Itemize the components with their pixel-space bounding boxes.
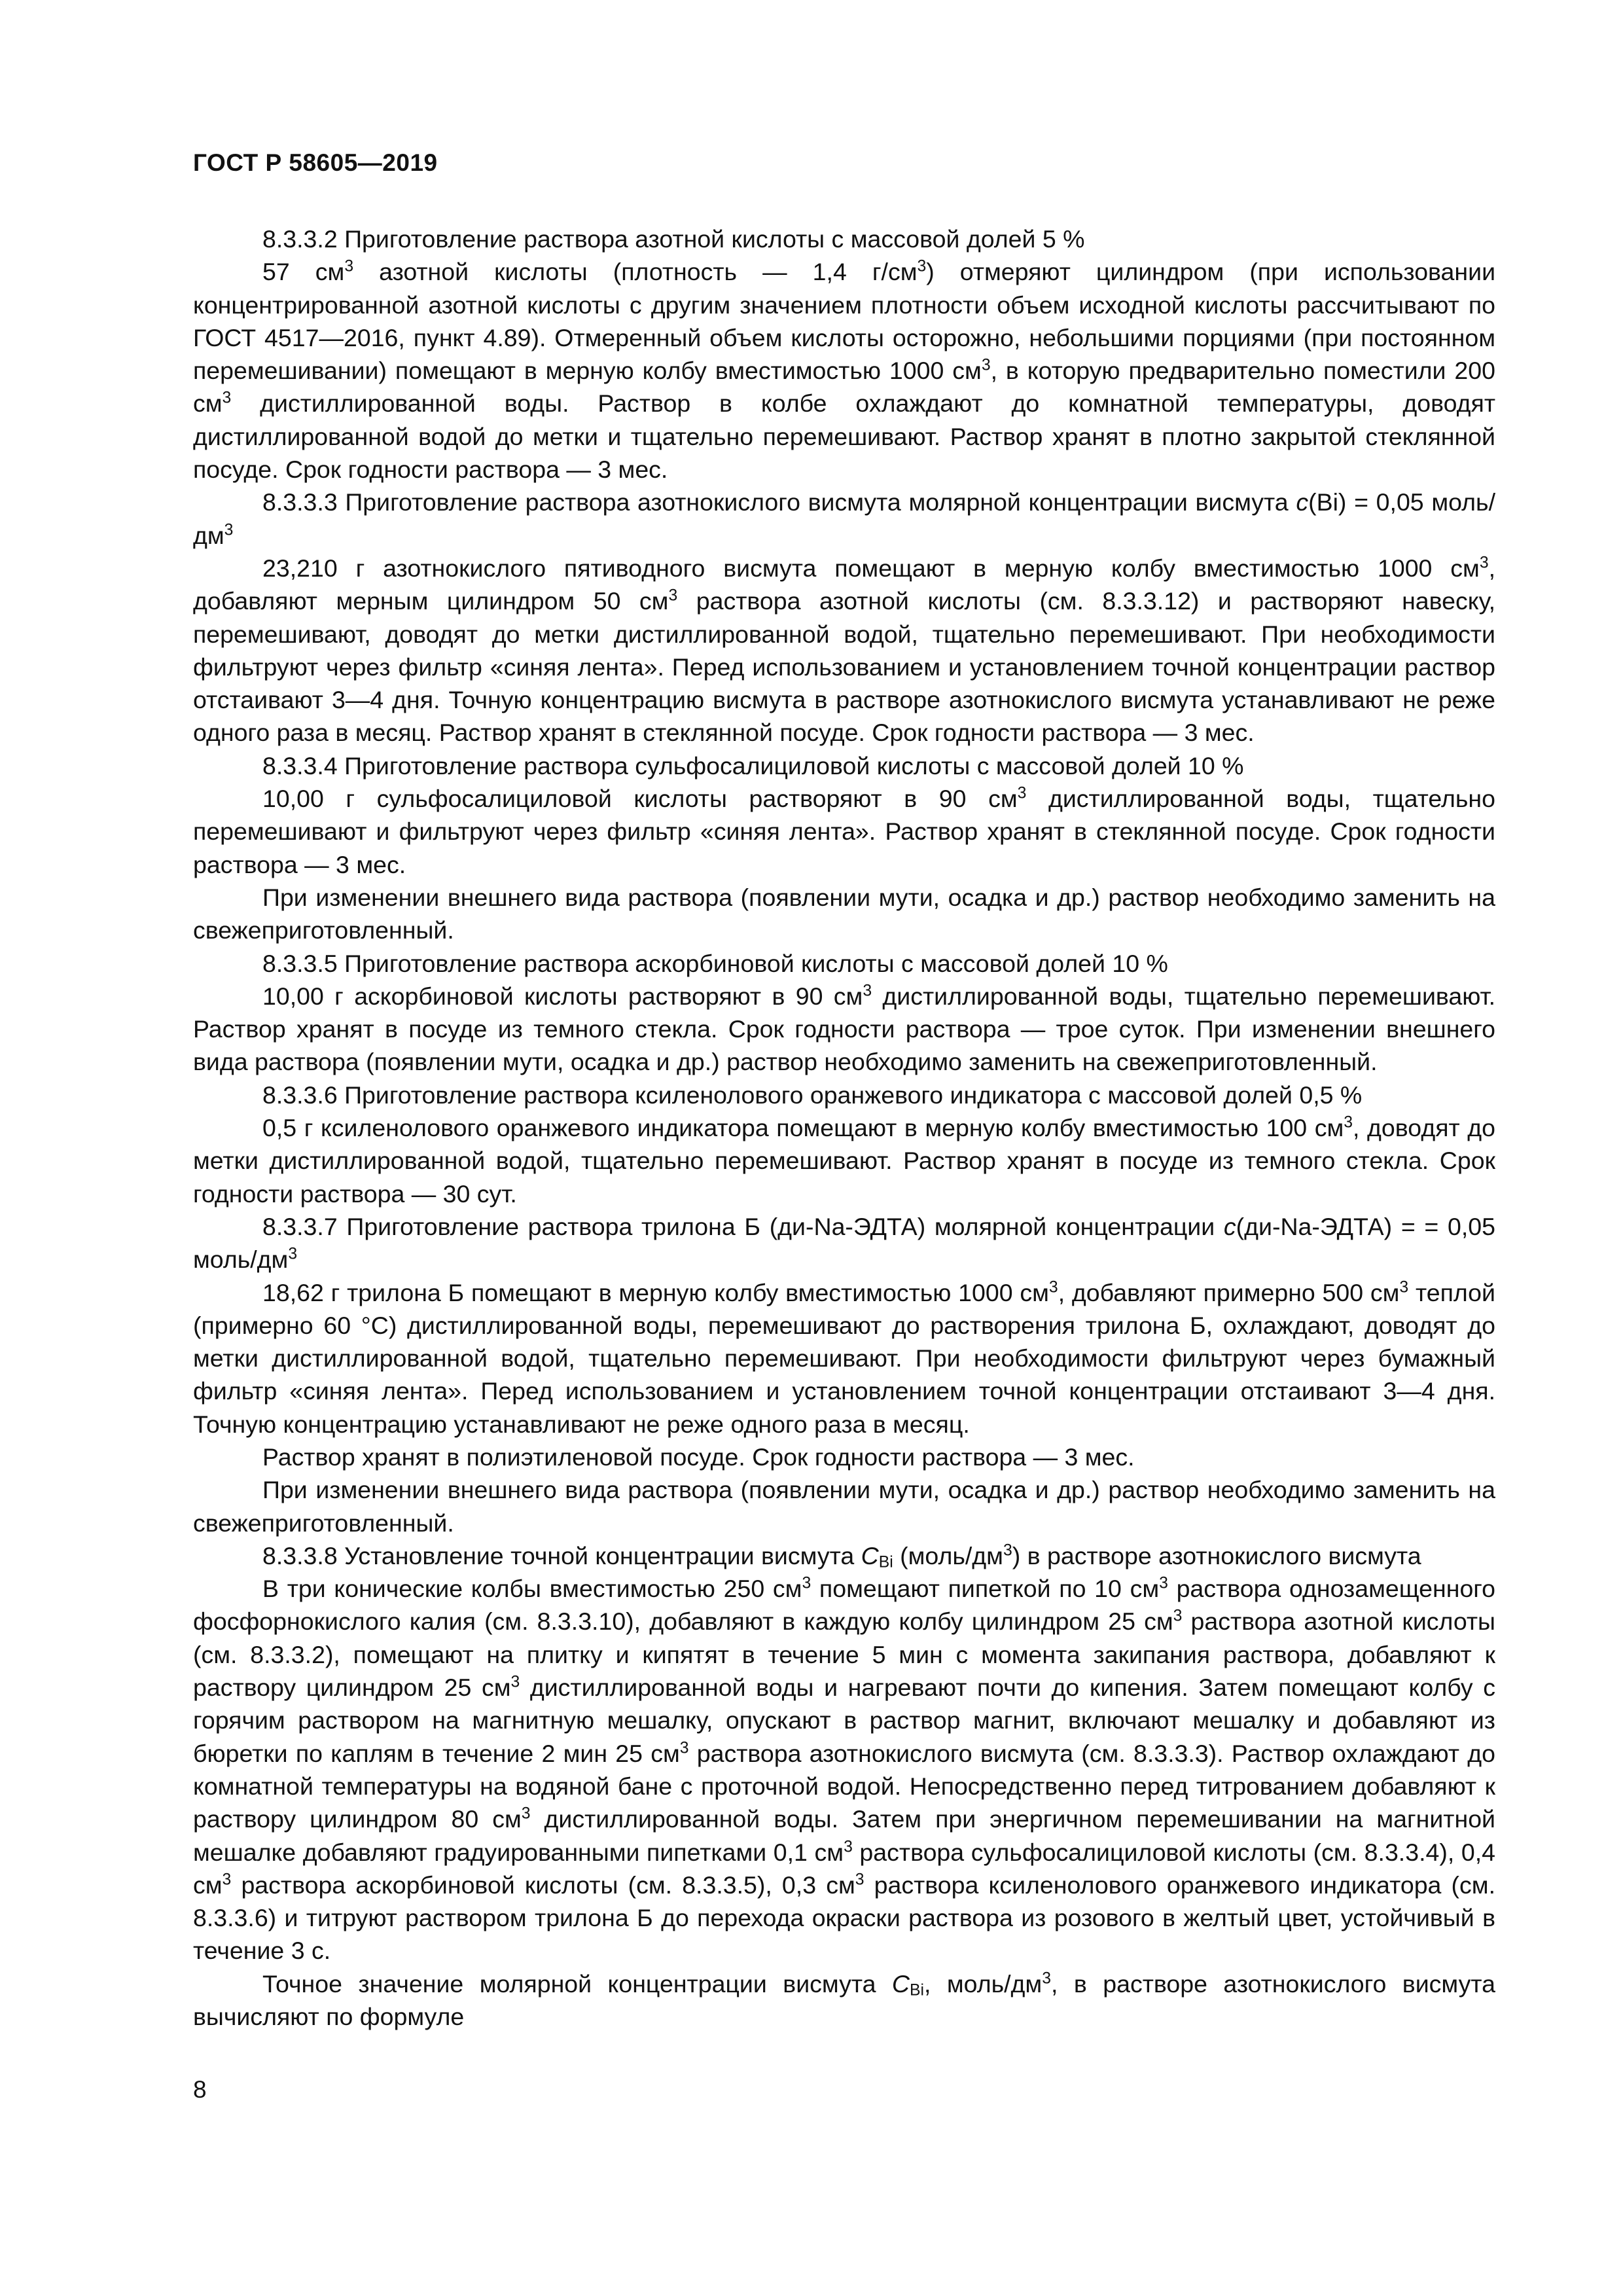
text-run: Раствор хранят в полиэтиленовой посуде. Срок годности раствора — 3 мес. xyxy=(262,1443,1135,1471)
text-run: раствора однозамещенного фосфорнокислого калия (см. 8.3.3.10), добавляют в каждую колбу цилиндром 25 см xyxy=(193,1575,1496,1636)
text-run: (Bi) = 0,05 моль/дм xyxy=(193,488,1495,549)
superscript: 3 xyxy=(981,356,991,374)
paragraph xyxy=(193,1967,1495,2034)
superscript: 3 xyxy=(222,389,232,407)
superscript: 3 xyxy=(802,1574,812,1592)
paragraph xyxy=(193,1079,1495,1111)
text-run: 0,5 г ксиленолового оранжевого индикатора помещают в мерную колбу вместимостью 100 см xyxy=(262,1114,1344,1142)
italic-symbol: с xyxy=(1223,1212,1236,1240)
text-run: 8.3.3.3 Приготовление раствора азотнокислого висмута молярной концентрации висмута xyxy=(262,488,1296,516)
superscript: 3 xyxy=(917,257,927,276)
superscript: 3 xyxy=(855,1871,865,1889)
superscript: 3 xyxy=(1048,1278,1058,1296)
text-run: раствора азотной кислоты (см. 8.3.3.12) и растворяют навеску, перемешивают, доводят до метки дистиллированной водой, тщательно перемешивают. При необходимости фильтруют через фильтр «синяя лента». Перед использованием и установлением точной концентрации раствор отстаивают 3—4 дня. Точную концентрацию висмута в растворе азотнокислого висмута устанавливают не реже одного раза в месяц. Раствор хранят в стеклянной посуде. Срок годности раствора — 3 мес. xyxy=(193,587,1495,747)
superscript: 3 xyxy=(668,586,678,605)
paragraph xyxy=(193,947,1495,980)
text-run: дистиллированной воды, тщательно перемешивают. Раствор хранят в посуде из темного стекла. Срок годности раствора — трое суток. При изменении внешнего вида раствора (появлении мути, осадка и др.) раствор необходимо заменить на свежеприготовленный. xyxy=(193,982,1495,1076)
superscript: 3 xyxy=(1173,1607,1183,1625)
paragraph xyxy=(193,552,1495,749)
superscript: 3 xyxy=(1017,784,1027,802)
italic-symbol: С xyxy=(891,1969,910,1998)
superscript: 3 xyxy=(510,1673,520,1691)
italic-symbol: С xyxy=(861,1541,879,1570)
superscript: 3 xyxy=(1159,1574,1168,1592)
text-run: ) в растворе азотнокислого висмута xyxy=(1012,1541,1421,1570)
text-run: 8.3.3.8 Установление точной концентрации висмута xyxy=(262,1541,861,1570)
text-run: 8.3.3.5 Приготовление раствора аскорбиновой кислоты с массовой долей 10 % xyxy=(262,949,1168,977)
paragraph xyxy=(193,1473,1495,1539)
document-code: ГОСТ Р 58605—2019 xyxy=(193,149,438,176)
paragraph xyxy=(193,1276,1495,1441)
superscript: 3 xyxy=(1399,1278,1409,1296)
text-run: 10,00 г аскорбиновой кислоты растворяют в 90 см xyxy=(262,982,863,1010)
superscript: 3 xyxy=(288,1245,298,1263)
text-run: дистиллированной воды, тщательно перемешивают и фильтруют через фильтр «синяя лента». Раствор хранят в стеклянной посуде. Срок годности раствора — 3 мес. xyxy=(193,785,1495,878)
paragraph xyxy=(193,782,1495,881)
subscript: Bi xyxy=(878,1553,893,1571)
paragraph xyxy=(193,749,1495,782)
superscript: 3 xyxy=(844,1837,853,1856)
subscript: Bi xyxy=(910,1981,925,2000)
text-run: раствора азотной кислоты (см. 8.3.3.2), помещают на плитку и кипятят в течение 5 мин с момента закипания раствора, добавляют к раствору цилиндром 25 см xyxy=(193,1607,1496,1702)
text-run: Точное значение молярной концентрации висмута xyxy=(262,1969,892,1998)
text-run: дистиллированной воды. Затем при энергичном перемешивании на магнитной мешалке добавляют градуированными пипетками 0,1 см xyxy=(193,1805,1495,1866)
text-run: , в растворе азотнокислого висмута вычисляют по формуле xyxy=(193,1969,1495,2031)
text-run: , добавляют примерно 500 см xyxy=(1058,1278,1400,1306)
paragraph xyxy=(193,223,1495,255)
superscript: 3 xyxy=(344,257,354,276)
superscript: 3 xyxy=(1344,1113,1353,1132)
paragraph xyxy=(193,881,1495,947)
page-number: 8 xyxy=(193,2076,207,2103)
text-run: 8.3.3.2 Приготовление раствора азотной кислоты с массовой долей 5 % xyxy=(262,225,1085,253)
paragraph xyxy=(193,255,1495,486)
text-run: раствора ксиленолового оранжевого индикатора (см. 8.3.3.6) и титруют раствором трилона Б до перехода окраски раствора из розового в желтый цвет, устойчивый в течение 3 с. xyxy=(193,1871,1495,1965)
text-run: (ди-Na-ЭДТА) = = 0,05 моль/дм xyxy=(193,1212,1495,1274)
paragraph xyxy=(193,486,1495,552)
paragraph xyxy=(193,1539,1495,1572)
superscript: 3 xyxy=(1479,554,1489,572)
text-run: 23,210 г азотнокислого пятиводного висмута помещают в мерную колбу вместимостью 1000 см xyxy=(262,554,1480,582)
superscript: 3 xyxy=(224,521,234,539)
superscript: 3 xyxy=(679,1739,689,1757)
text-run: 8.3.3.6 Приготовление раствора ксиленолового оранжевого индикатора с массовой долей 0,5 % xyxy=(262,1081,1363,1109)
superscript: 3 xyxy=(1003,1541,1012,1560)
paragraph xyxy=(193,980,1495,1079)
text-run: дистиллированной воды и нагревают почти до кипения. Затем помещают колбу с горячим раствором на магнитную мешалку, опускают в раствор магнит, включают мешалку и добавляют из бюретки по каплям в течение 2 мин 25 см xyxy=(193,1674,1495,1767)
text-run: , моль/дм xyxy=(924,1969,1043,1998)
paragraph xyxy=(193,1111,1495,1210)
text-run: ) отмеряют цилиндром (при использовании концентрированной азотной кислоты с другим значением плотности объем исходной кислоты рассчитывают по ГОСТ 4517—2016, пункт 4.89). Отмеренный объем кислоты осторожно, небольшими порциями (при постоянном перемешивании) помещают в мерную колбу вместимостью 1000 см xyxy=(193,258,1496,385)
text-run: В три конические колбы вместимостью 250 см xyxy=(262,1575,802,1603)
text-run: 57 см xyxy=(262,258,345,286)
superscript: 3 xyxy=(222,1871,232,1889)
text-run: , добавляют мерным цилиндром 50 см xyxy=(193,554,1495,615)
paragraph xyxy=(193,1441,1495,1473)
document-header xyxy=(193,149,438,177)
italic-symbol: с xyxy=(1296,488,1309,516)
paragraph xyxy=(193,1210,1495,1276)
text-run: помещают пипеткой по 10 см xyxy=(811,1575,1160,1603)
superscript: 3 xyxy=(521,1804,531,1823)
text-run: (моль/дм xyxy=(893,1541,1003,1570)
superscript: 3 xyxy=(1042,1969,1051,1988)
text-run: 10,00 г сульфосалициловой кислоты растворяют в 90 см xyxy=(262,785,1018,813)
text-run: азотной кислоты (плотность — 1,4 г/см xyxy=(353,258,918,286)
text-run: раствора сульфосалициловой кислоты (см. 8.3.3.4), 0,4 см xyxy=(193,1838,1495,1899)
text-run: При изменении внешнего вида раствора (появлении мути, осадка и др.) раствор необходимо заменить на свежеприготовленный. xyxy=(193,883,1495,944)
text-run: теплой (примерно 60 °С) дистиллированной воды, перемешивают до растворения трилона Б, охлаждают, доводят до метки дистиллированной водой, тщательно перемешивают. При необходимости фильтруют через бумажный фильтр «синяя лента». Перед использованием и установлением точной концентрации отстаивают 3—4 дня. Точную концентрацию устанавливают не реже одного раза в месяц. xyxy=(193,1278,1495,1438)
text-run: 8.3.3.7 Приготовление раствора трилона Б (ди-Na-ЭДТА) молярной концентрации xyxy=(262,1212,1224,1240)
superscript: 3 xyxy=(863,982,872,1000)
text-run: 18,62 г трилона Б помещают в мерную колбу вместимостью 1000 см xyxy=(262,1278,1049,1306)
text-run: 8.3.3.4 Приготовление раствора сульфосалициловой кислоты с массовой долей 10 % xyxy=(262,751,1244,780)
text-run: , доводят до метки дистиллированной водой, тщательно перемешивают. Раствор хранят в посуде из темного стекла. Срок годности раствора — 30 сут. xyxy=(193,1114,1496,1208)
text-run: дистиллированной воды. Раствор в колбе охлаждают до комнатной температуры, доводят дистиллированной водой до метки и тщательно перемешивают. Раствор хранят в плотно закрытой стеклянной посуде. Срок годности раствора — 3 мес. xyxy=(193,389,1495,484)
text-run: При изменении внешнего вида раствора (появлении мути, осадка и др.) раствор необходимо заменить на свежеприготовленный. xyxy=(193,1476,1495,1537)
text-run: раствора азотнокислого висмута (см. 8.3.3.3). Раствор охлаждают до комнатной температуры на водяной бане с проточной водой. Непосредственно перед титрованием добавляют к раствору цилиндром 80 см xyxy=(193,1739,1495,1833)
paragraph xyxy=(193,1572,1495,1967)
text-run: раствора аскорбиновой кислоты (см. 8.3.3.5), 0,3 см xyxy=(231,1871,855,1899)
text-run: , в которую предварительно поместили 200 см xyxy=(193,357,1495,418)
document-body xyxy=(193,223,1495,2033)
